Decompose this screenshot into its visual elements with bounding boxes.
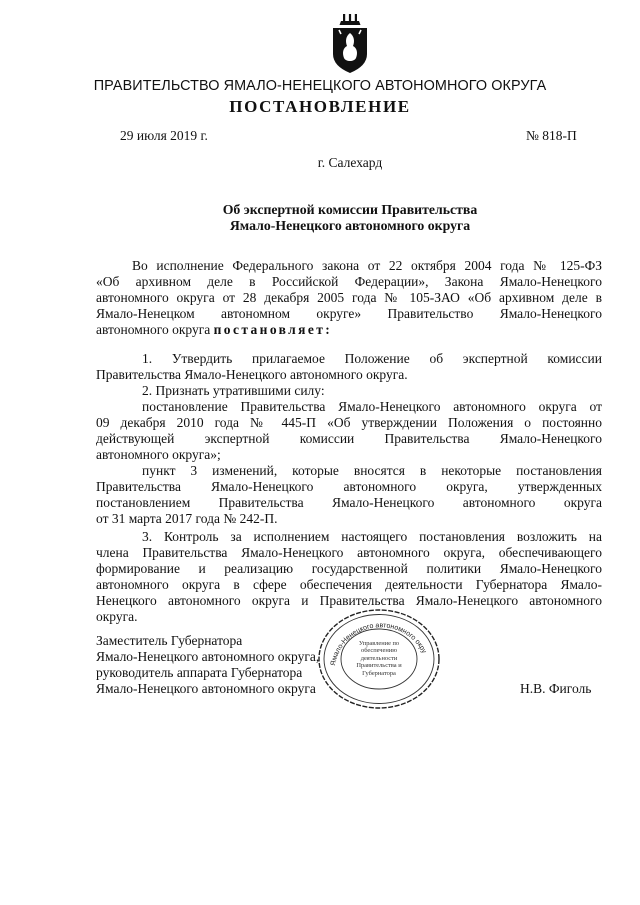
official-seal — [315, 606, 443, 712]
item-3-line: округа. — [96, 609, 138, 624]
preamble-line: Ямало-Ненецком автономном округе» Правительство Ямало-Ненецкого — [96, 306, 602, 321]
signature-line: Ямало-Ненецкого автономного округа, — [96, 649, 320, 664]
preamble-line — [96, 322, 602, 338]
preamble-line: автономного округа от 28 декабря 2005 года № 105-ЗАО «Об архивном деле в — [96, 290, 602, 305]
signature-line: Заместитель Губернатора — [96, 633, 243, 648]
item-3-line: Ненецкого автономного округа и Правительства Ямало-Ненецкого автономного — [96, 593, 602, 608]
document-number: № 818-П — [526, 128, 577, 143]
document-title — [150, 202, 550, 234]
item-3-line: члена Правительства Ямало-Ненецкого автономного округа, обеспечивающего — [96, 545, 602, 560]
item-1-line: Правительства Ямало-Ненецкого автономного округа. — [96, 367, 408, 382]
signature-line: Ямало-Ненецкого автономного округа — [96, 681, 316, 696]
item-3-line: автономного округа в сфере обеспечения деятельности Губернатора Ямало- — [96, 577, 602, 592]
seal-center-text: Управление по обеспечению деятельности Правительства и Губернатора — [356, 640, 402, 677]
preamble-line: «Об архивном деле в Российской Федерации», Закона Ямало-Ненецкого — [96, 274, 602, 289]
government-name: ПРАВИТЕЛЬСТВО ЯМАЛО-НЕНЕЦКОГО АВТОНОМНОГО ОКРУГА — [93, 78, 547, 94]
document-city: г. Салехард — [317, 155, 383, 170]
item-3-line: 3. Контроль за исполнением настоящего постановления возложить на — [142, 529, 602, 544]
signer-name: Н.В. Фиголь — [520, 681, 592, 696]
item-2-line: действующей экспертной комиссии Правительства Ямало-Ненецкого — [96, 431, 602, 446]
item-2-line: от 31 марта 2017 года № 242-П. — [96, 511, 278, 526]
item-2-line: пункт 3 изменений, которые вносятся в некоторые постановления — [142, 463, 602, 478]
item-2-line: постановлением Правительства Ямало-Ненецкого автономного округа — [96, 495, 602, 510]
item-2-line: автономного округа»; — [96, 447, 221, 462]
document-type: ПОСТАНОВЛЕНИЕ — [229, 97, 411, 116]
item-1-line: 1. Утвердить прилагаемое Положение об экспертной комиссии — [142, 351, 602, 366]
item-2-line: 2. Признать утратившими силу: — [142, 383, 325, 398]
document-date: 29 июля 2019 г. — [120, 128, 208, 143]
resolves-word: постановляет: — [213, 322, 333, 337]
title-line-2: Ямало-Ненецкого автономного округа — [229, 218, 471, 233]
coat-of-arms-icon — [329, 14, 371, 74]
item-2-line: 09 декабря 2010 года № 445-П «Об утверждении Положения о постоянно — [96, 415, 602, 430]
item-2-line: Правительства Ямало-Ненецкого автономного округа, утвержденных — [96, 479, 602, 494]
preamble-text: автономного округа — [96, 322, 211, 337]
preamble-line: Во исполнение Федерального закона от 22 октября 2004 года № 125-ФЗ — [132, 258, 602, 273]
title-line-1: Об экспертной комиссии Правительства — [222, 202, 478, 217]
signature-line: руководитель аппарата Губернатора — [96, 665, 303, 680]
item-2-line: постановление Правительства Ямало-Ненецкого автономного округа от — [142, 399, 602, 414]
item-3-line: формирование и реализацию государственной политики Ямало-Ненецкого — [96, 561, 602, 576]
seal-ring-text: Ямало-Ненецкого автономного окру — [330, 622, 428, 667]
